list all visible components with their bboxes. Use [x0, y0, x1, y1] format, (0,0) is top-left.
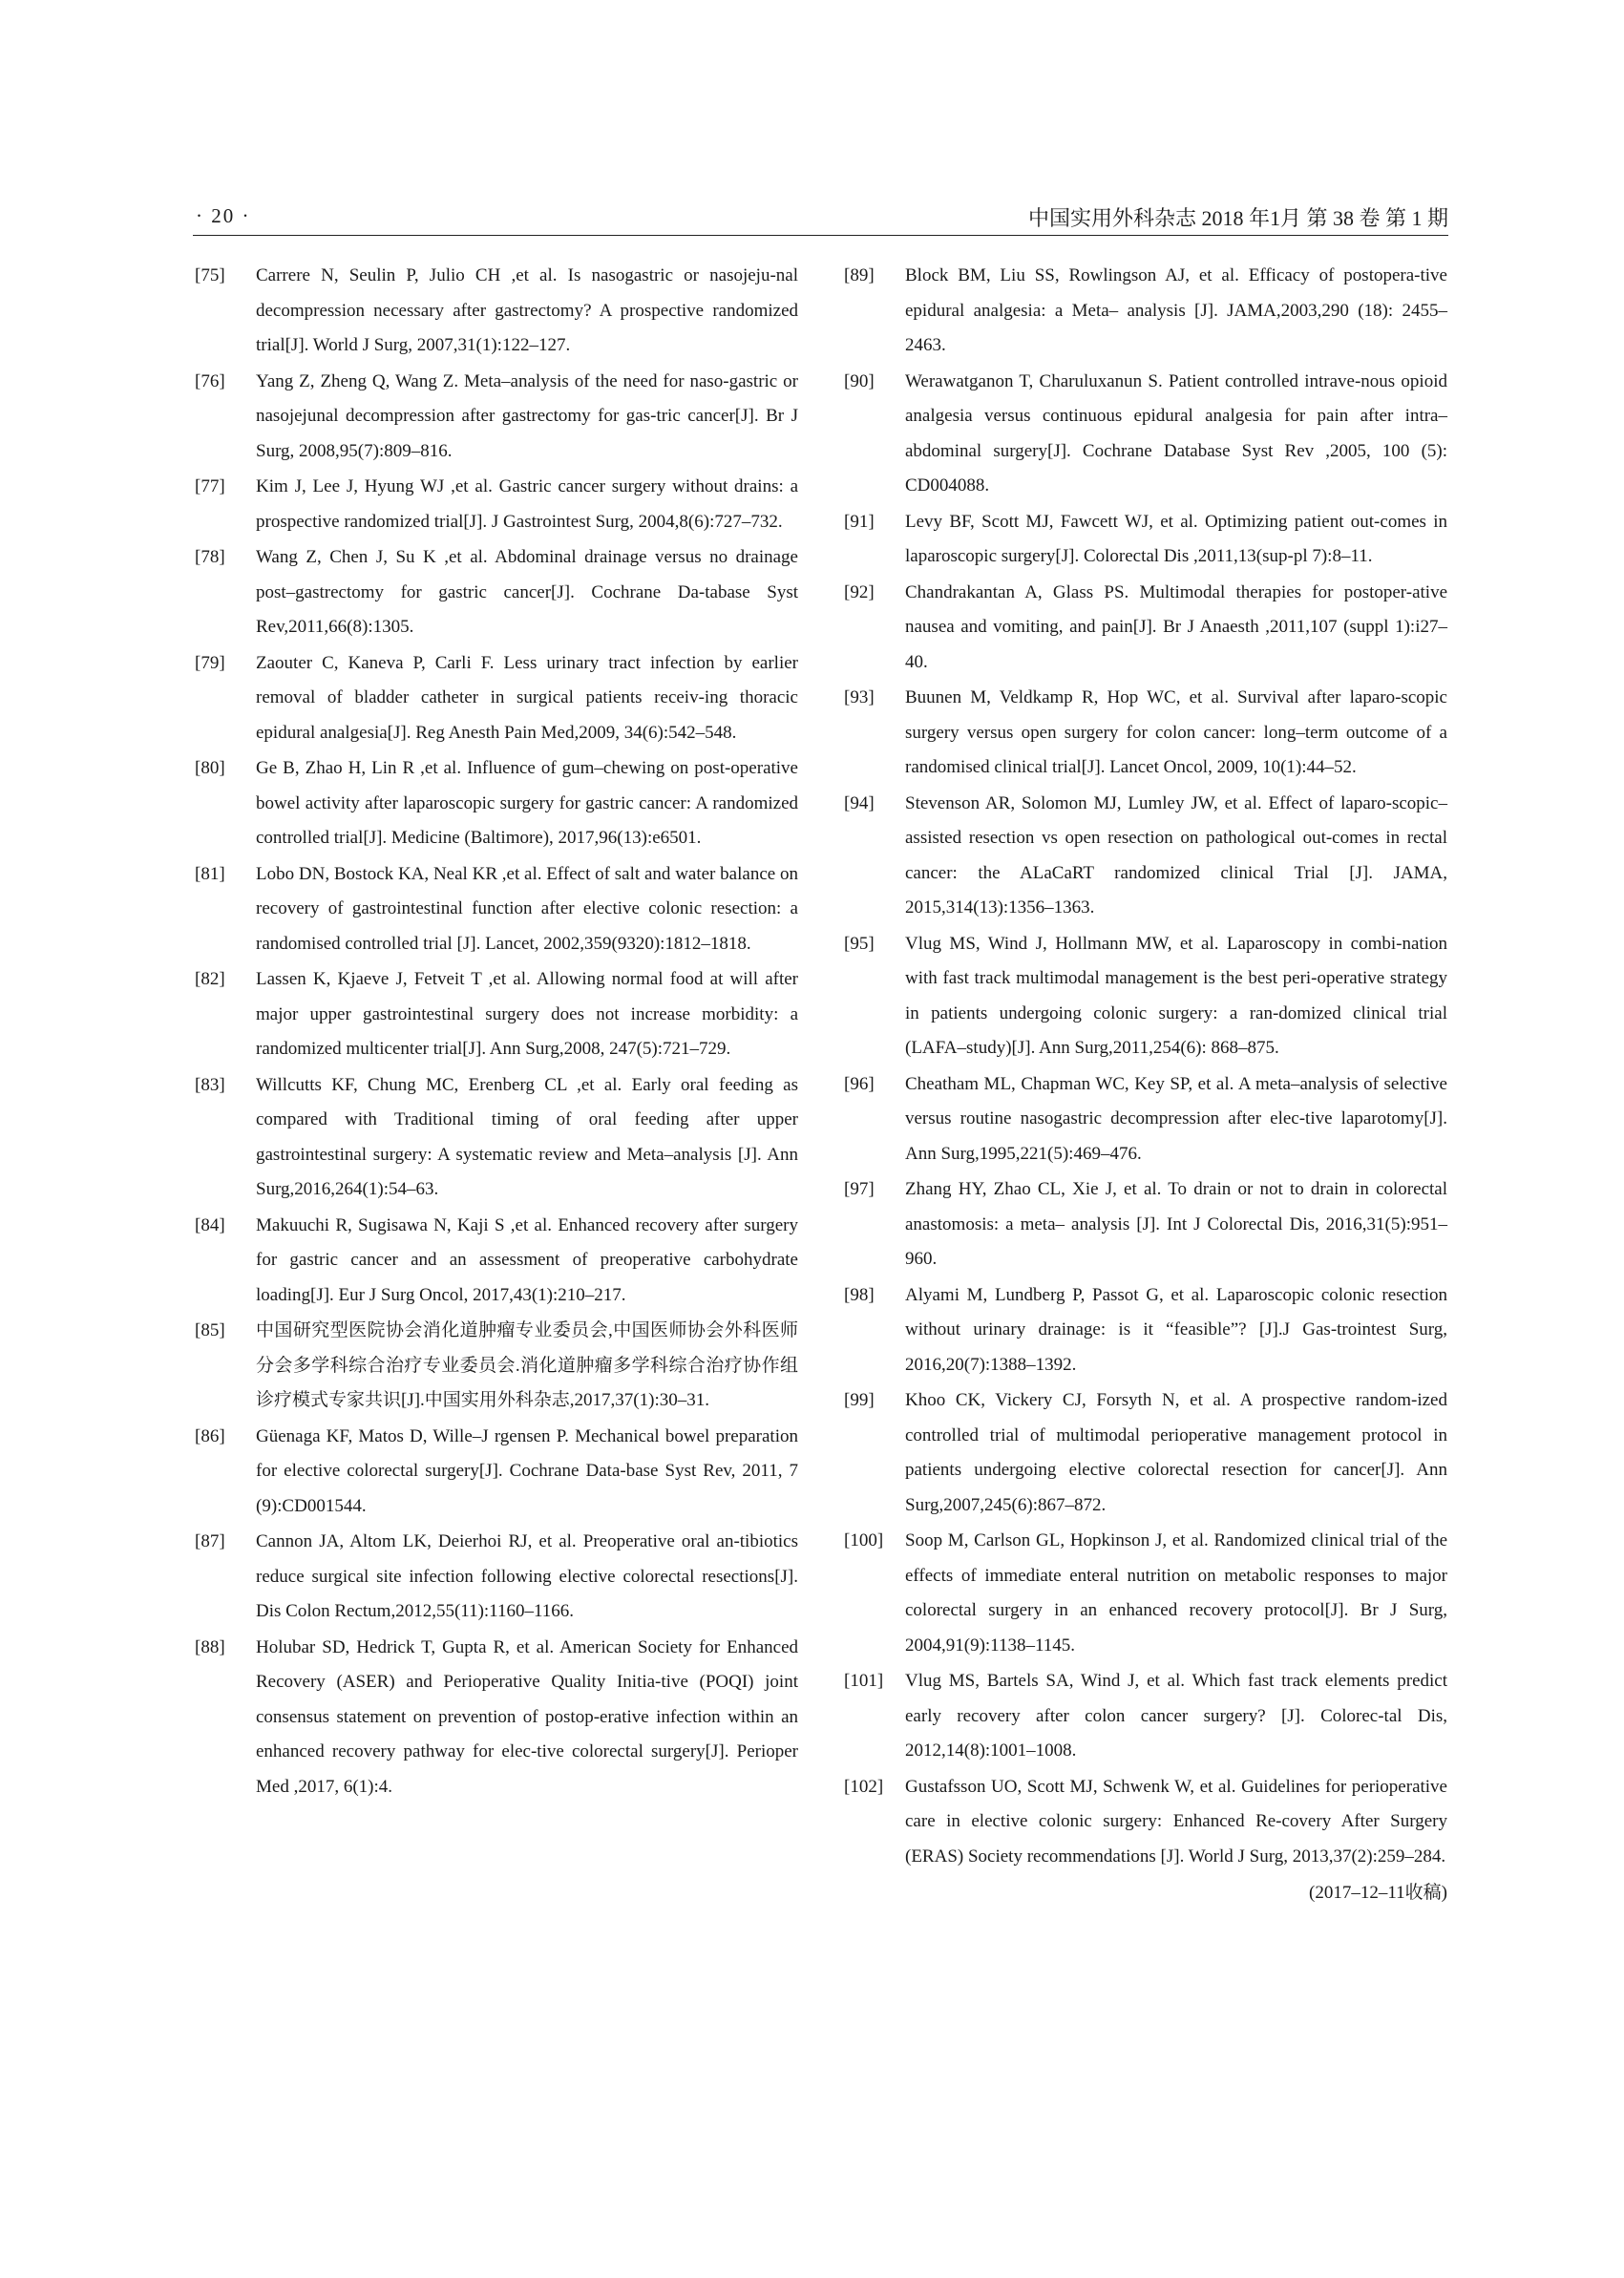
reference-number: [88] [195, 1636, 225, 1657]
reference-number: [76] [195, 370, 225, 391]
reference-text: Carrere N, Seulin P, Julio CH ,et al. Is nasogastric or nasojeju-nal decompression necessary after gastrectomy? A prospective randomized trial[J]. World J Surg, 2007,31(1):122–127. [256, 265, 798, 355]
reference-number: [96] [844, 1073, 875, 1094]
received-date: (2017–12–11收稿) [1309, 1883, 1447, 1903]
reference-number: [94] [844, 792, 875, 813]
reference-item [844, 787, 1447, 926]
reference-text: Cannon JA, Altom LK, Deierhoi RJ, et al. Preoperative oral an-tibiotics reduce surgical site infection following elective colorectal resections[J]. Dis Colon Rectum,2012,55(11):1160–1166. [256, 1531, 798, 1621]
reference-number: [93] [844, 687, 875, 707]
reference-number: [98] [844, 1284, 875, 1305]
left-reference-column [195, 259, 798, 1805]
reference-number: [83] [195, 1074, 225, 1095]
reference-item [844, 1664, 1447, 1769]
reference-number: [90] [844, 370, 875, 391]
reference-item [195, 646, 798, 751]
reference-number: [97] [844, 1179, 875, 1199]
reference-text: Vlug MS, Wind J, Hollmann MW, et al. Laparoscopy in combi-nation with fast track multimodal management is the best peri-operative strategy in patients undergoing colonic surgery: a ran-domized clinical trial (LAFA–study)[J]. Ann Surg,2011,254(6): 868–875. [905, 933, 1447, 1058]
reference-item [844, 1067, 1447, 1172]
reference-item [844, 576, 1447, 681]
reference-item [844, 505, 1447, 575]
reference-number: [101] [844, 1671, 884, 1691]
reference-text: Stevenson AR, Solomon MJ, Lumley JW, et al. Effect of laparo-scopic–assisted resection vs open resection on pathological out-comes in rectal cancer: the ALaCaRT randomized clinical Trial [J]. JAMA, 2015,314(13):1356–1363. [905, 792, 1447, 918]
reference-text: Levy BF, Scott MJ, Fawcett WJ, et al. Optimizing patient out-comes in laparoscopic surgery[J]. Colorectal Dis ,2011,13(sup-pl 7):8–11. [905, 511, 1447, 566]
reference-item [844, 1172, 1447, 1277]
reference-item [195, 1525, 798, 1630]
reference-number: [95] [844, 933, 875, 954]
page-number: · 20 · [196, 204, 251, 227]
reference-text: Willcutts KF, Chung MC, Erenberg CL ,et al. Early oral feeding as compared with Traditional timing of oral feeding after upper gastrointestinal surgery: A systematic review and Meta–analysis [J]. Ann Surg,2016,264(1):54–63. [256, 1074, 798, 1199]
reference-number: [100] [844, 1530, 884, 1550]
reference-number: [87] [195, 1531, 225, 1551]
reference-item [844, 1278, 1447, 1383]
reference-text: Yang Z, Zheng Q, Wang Z. Meta–analysis of the need for naso-gastric or nasojejunal decompression after gastrectomy for gas-tric cancer[J]. Br J Surg, 2008,95(7):809–816. [256, 370, 798, 461]
reference-text: Cheatham ML, Chapman WC, Key SP, et al. A meta–analysis of selective versus routine nasogastric decompression after elec-tive laparotomy[J]. Ann Surg,1995,221(5):469–476. [905, 1073, 1447, 1164]
header-rule [193, 235, 1448, 236]
reference-number: [86] [195, 1425, 225, 1446]
reference-number: [89] [844, 265, 875, 285]
reference-text: Vlug MS, Bartels SA, Wind J, et al. Which fast track elements predict early recovery after colon cancer surgery? [J]. Colorec-tal Dis, 2012,14(8):1001–1008. [905, 1671, 1447, 1761]
reference-item [195, 751, 798, 856]
reference-number: [99] [844, 1390, 875, 1410]
reference-text: Gustafsson UO, Scott MJ, Schwenk W, et al. Guidelines for perioperative care in elective colonic surgery: Enhanced Re-covery After Surgery (ERAS) Society recommendations [J]. World J Surg, 2013,37(2):259–284. [905, 1776, 1447, 1867]
reference-item [844, 1770, 1447, 1875]
reference-text: Zaouter C, Kaneva P, Carli F. Less urinary tract infection by earlier removal of bladder catheter in surgical patients receiv-ing thoracic epidural analgesia[J]. Reg Anesth Pain Med,2009, 34(6):542–548. [256, 652, 798, 743]
reference-text: Soop M, Carlson GL, Hopkinson J, et al. Randomized clinical trial of the effects of immediate enteral nutrition on metabolic responses to major colorectal surgery in an enhanced recovery protocol[J]. Br J Surg, 2004,91(9):1138–1145. [905, 1530, 1447, 1656]
reference-number: [81] [195, 863, 225, 884]
reference-item [195, 1631, 798, 1805]
right-reference-column [844, 259, 1447, 1911]
reference-item [195, 259, 798, 364]
reference-item [844, 681, 1447, 786]
reference-number: [102] [844, 1776, 884, 1797]
reference-text: Makuuchi R, Sugisawa N, Kaji S ,et al. Enhanced recovery after surgery for gastric cancer and an assessment of preoperative carbohydrate loading[J]. Eur J Surg Oncol, 2017,43(1):210–217. [256, 1214, 798, 1305]
reference-text: Chandrakantan A, Glass PS. Multimodal therapies for postoper-ative nausea and vomiting, and pain[J]. Br J Anaesth ,2011,107 (suppl 1):i27–40. [905, 581, 1447, 672]
reference-number: [78] [195, 547, 225, 567]
reference-text: Kim J, Lee J, Hyung WJ ,et al. Gastric cancer surgery without drains: a prospective randomized trial[J]. J Gastrointest Surg, 2004,8(6):727–732. [256, 476, 798, 532]
reference-text: Alyami M, Lundberg P, Passot G, et al. Laparoscopic colonic resection without urinary drainage: is it “feasible”? [J].J Gas-trointest Surg, 2016,20(7):1388–1392. [905, 1284, 1447, 1375]
reference-text: Lassen K, Kjaeve J, Fetveit T ,et al. Allowing normal food at will after major upper gastrointestinal surgery does not increase morbidity: a randomized multicenter trial[J]. Ann Surg,2008, 247(5):721–729. [256, 969, 798, 1059]
reference-item [844, 1524, 1447, 1663]
reference-item [195, 1068, 798, 1208]
reference-number: [84] [195, 1214, 225, 1235]
reference-number: [85] [195, 1320, 225, 1340]
reference-number: [92] [844, 581, 875, 602]
reference-text: Khoo CK, Vickery CJ, Forsyth N, et al. A prospective random-ized controlled trial of multimodal perioperative management protocol in patients undergoing elective colorectal resection for cancer[J]. Ann Surg,2007,245(6):867–872. [905, 1390, 1447, 1515]
reference-item [195, 1314, 798, 1419]
reference-number: [75] [195, 265, 225, 285]
reference-item [844, 259, 1447, 364]
reference-text: Buunen M, Veldkamp R, Hop WC, et al. Survival after laparo-scopic surgery versus open surgery for colon cancer: long–term outcome of a randomised clinical trial[J]. Lancet Oncol, 2009, 10(1):44–52. [905, 687, 1447, 777]
reference-text: Ge B, Zhao H, Lin R ,et al. Influence of gum–chewing on post-operative bowel activity after laparoscopic surgery for gastric cancer: A randomized controlled trial[J]. Medicine (Baltimore), 2017,96(13):e6501. [256, 758, 798, 848]
reference-number: [82] [195, 969, 225, 989]
reference-item [195, 962, 798, 1067]
reference-item [195, 540, 798, 645]
reference-item [844, 1383, 1447, 1523]
reference-item [195, 1420, 798, 1525]
reference-number: [77] [195, 476, 225, 496]
reference-item [844, 365, 1447, 504]
journal-header: 中国实用外科杂志 2018 年1月 第 38 卷 第 1 期 [1027, 206, 1448, 230]
reference-text: Block BM, Liu SS, Rowlingson AJ, et al. Efficacy of postopera-tive epidural analgesia: a Meta– analysis [J]. JAMA,2003,290 (18): 2455–2463. [905, 265, 1447, 355]
reference-number: [79] [195, 652, 225, 673]
reference-text: Lobo DN, Bostock KA, Neal KR ,et al. Effect of salt and water balance on recovery of gastrointestinal function after elective colonic resection: a randomised controlled trial [J]. Lancet, 2002,359(9320):1812–1818. [256, 863, 798, 954]
reference-text: 中国研究型医院协会消化道肿瘤专业委员会,中国医师协会外科医师分会多学科综合治疗专业委员会.消化道肿瘤多学科综合治疗协作组诊疗模式专家共识[J].中国实用外科杂志,2017,37(1):30–31. [256, 1320, 798, 1410]
reference-item [195, 470, 798, 539]
reference-text: Holubar SD, Hedrick T, Gupta R, et al. American Society for Enhanced Recovery (ASER) and Perioperative Quality Initia-tive (POQI) joint consensus statement on prevention of postop-erative infection within an enhanced recovery pathway for elec-tive colorectal surgery[J]. Perioper Med ,2017, 6(1):4. [256, 1636, 798, 1797]
reference-text: Zhang HY, Zhao CL, Xie J, et al. To drain or not to drain in colorectal anastomosis: a meta– analysis [J]. Int J Colorectal Dis, 2016,31(5):951–960. [905, 1179, 1447, 1269]
reference-item [195, 1209, 798, 1314]
reference-text: Wang Z, Chen J, Su K ,et al. Abdominal drainage versus no drainage post–gastrectomy for gastric cancer[J]. Cochrane Da-tabase Syst Rev,2011,66(8):1305. [256, 547, 798, 637]
reference-number: [80] [195, 758, 225, 778]
reference-item [195, 365, 798, 470]
reference-item [844, 927, 1447, 1066]
reference-number: [91] [844, 511, 875, 532]
reference-item [195, 857, 798, 962]
reference-text: Werawatganon T, Charuluxanun S. Patient controlled intrave-nous opioid analgesia versus continuous epidural analgesia for pain after intra–abdominal surgery[J]. Cochrane Database Syst Rev ,2005, 100 (5): CD004088. [905, 370, 1447, 496]
reference-text: Güenaga KF, Matos D, Wille–J rgensen P. Mechanical bowel preparation for elective colorectal surgery[J]. Cochrane Data-base Syst Rev, 2011, 7 (9):CD001544. [256, 1425, 798, 1516]
